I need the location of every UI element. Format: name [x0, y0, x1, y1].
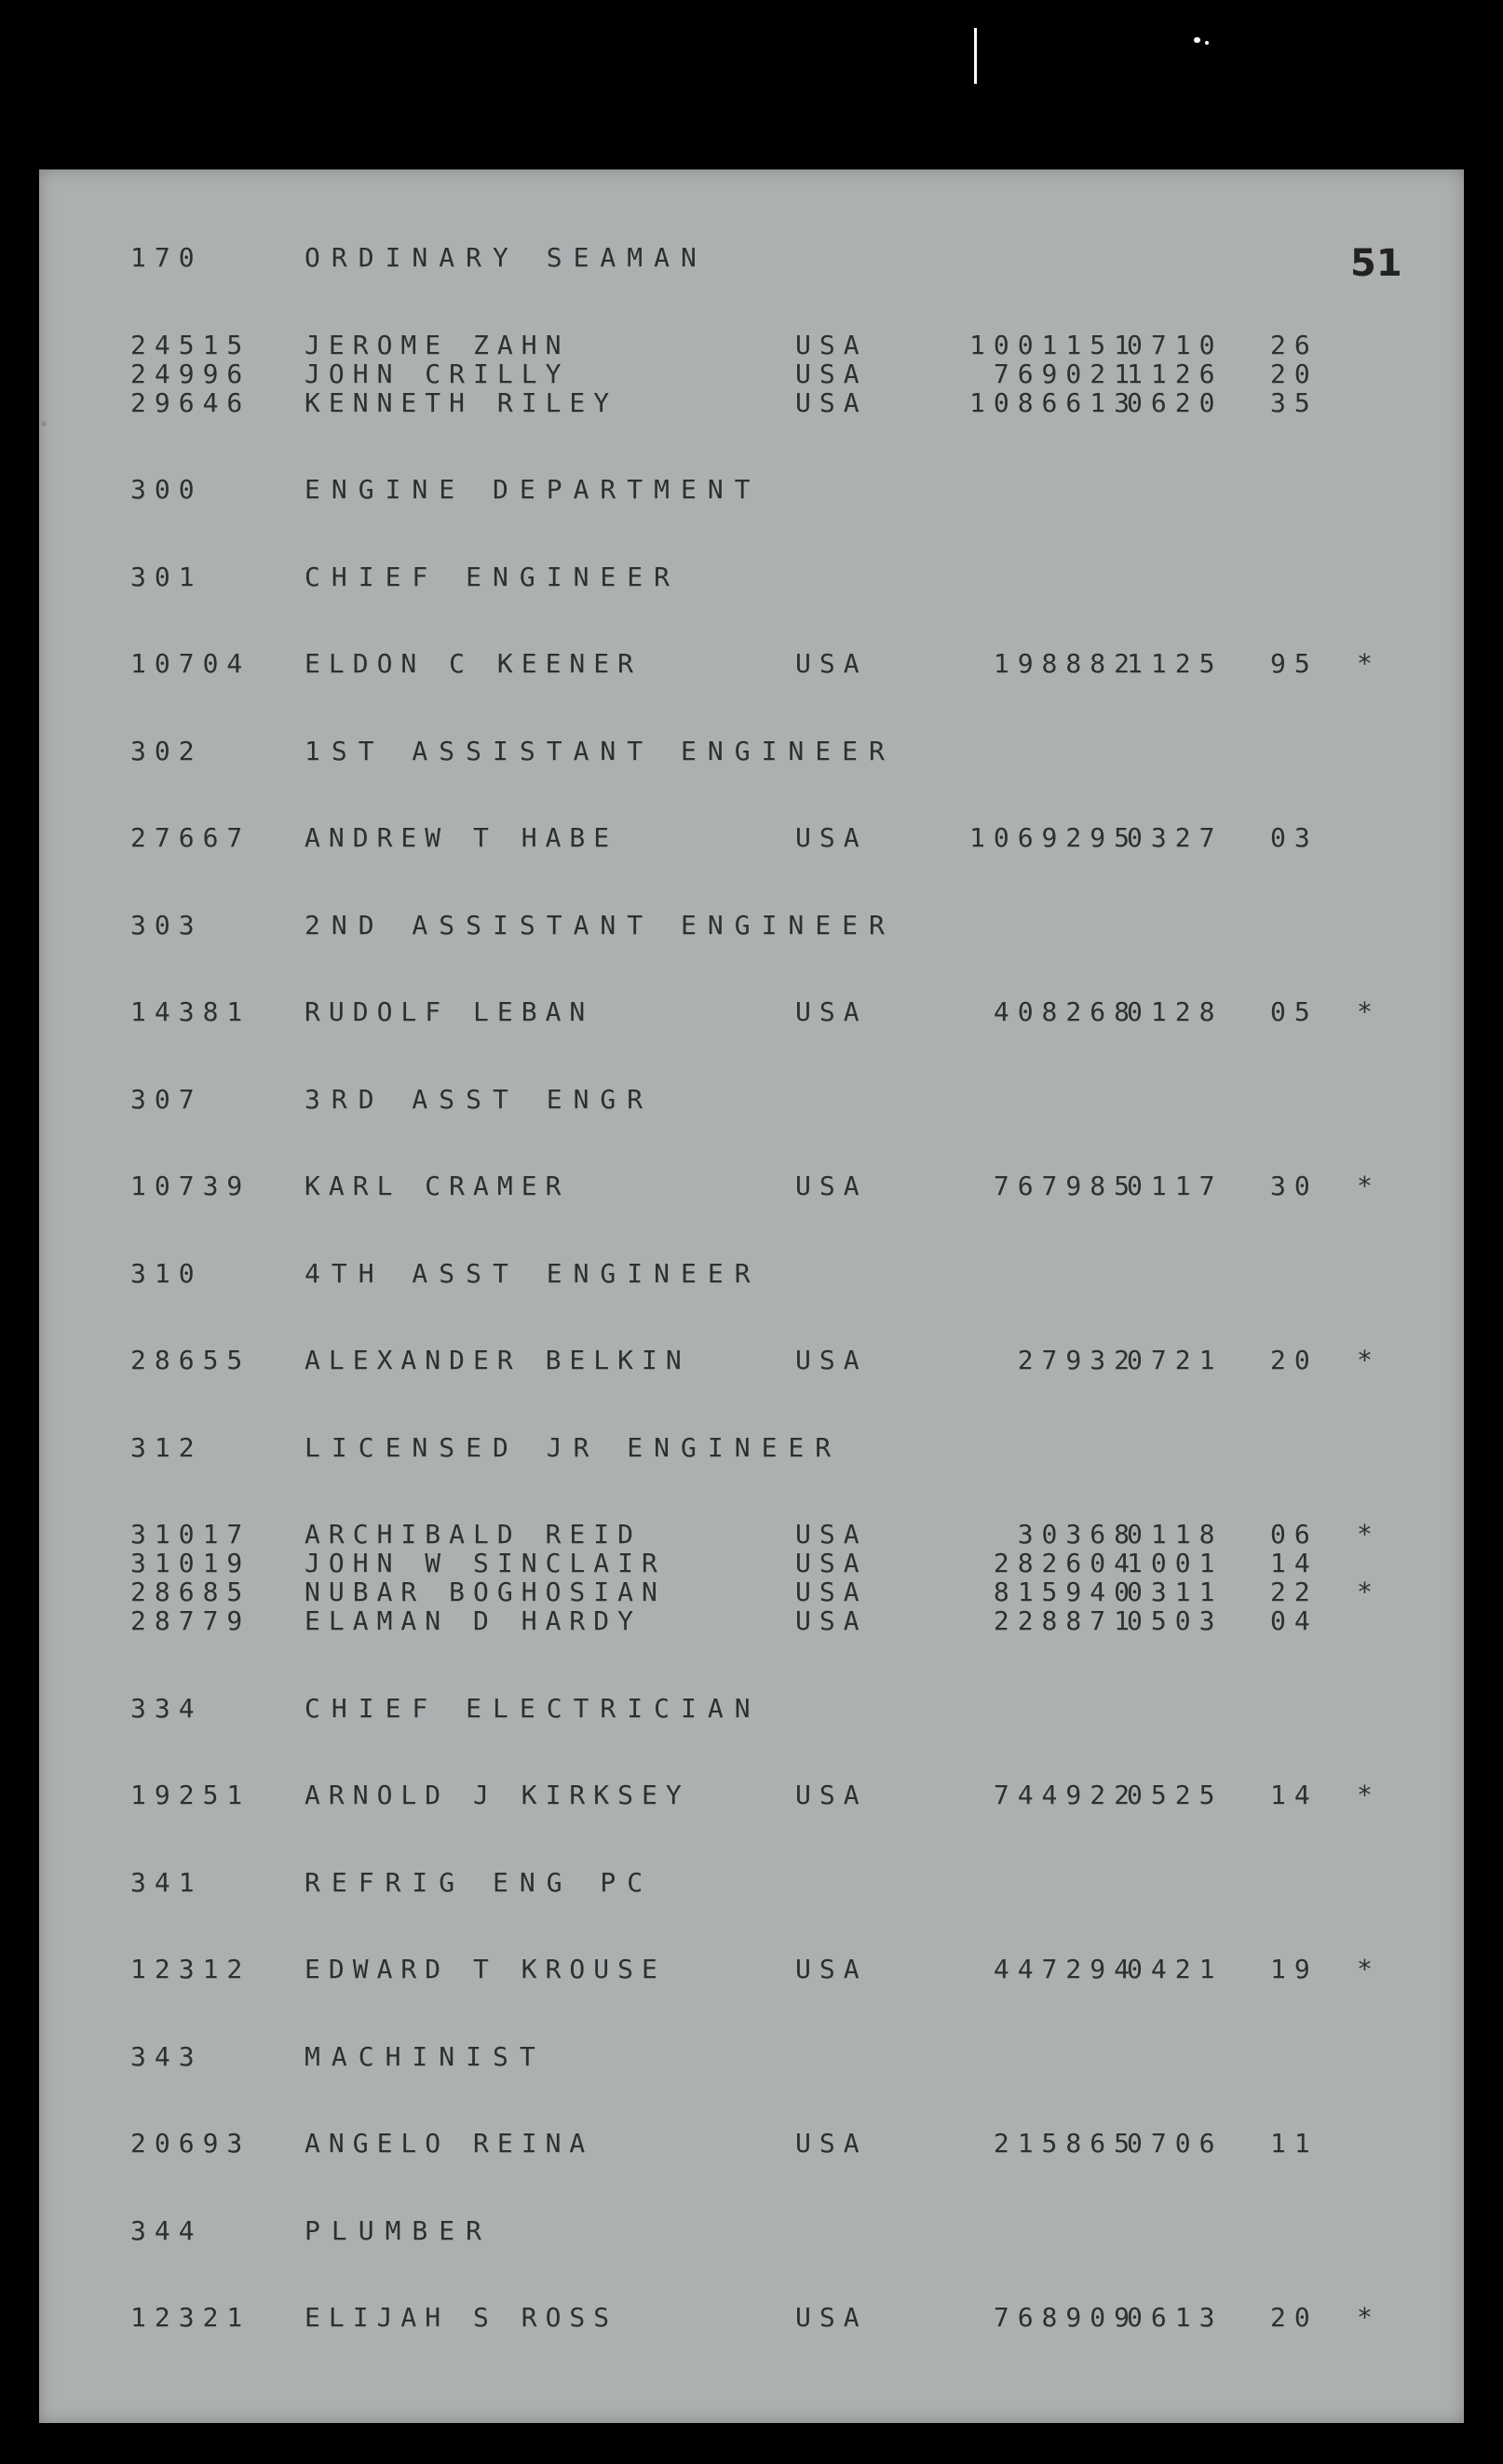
entry-citizenship: USA	[795, 2302, 868, 2333]
roster-entry	[39, 1954, 1464, 1985]
section-title: 3RD ASST ENGR	[305, 1083, 655, 1115]
section-code: 301	[130, 561, 203, 592]
entry-citizenship: USA	[795, 1345, 868, 1375]
entry-number: 282604	[993, 1548, 1138, 1578]
entry-citizenship: USA	[795, 822, 868, 853]
entry-id: 31017	[130, 1519, 251, 1550]
roster-entry	[39, 1519, 1464, 1550]
entry-id: 20693	[130, 2128, 251, 2159]
entry-id: 12321	[130, 2302, 251, 2333]
section-code: 302	[130, 735, 203, 766]
section-title: 4TH ASST ENGINEER	[305, 1257, 762, 1289]
scan-mark	[974, 28, 977, 84]
entry-number: 1001151	[968, 329, 1138, 360]
entry-time: 0327	[1127, 822, 1224, 853]
entry-age: 05	[1270, 996, 1319, 1027]
entry-id: 19251	[130, 1780, 251, 1810]
section-code: 307	[130, 1083, 203, 1115]
entry-citizenship: USA	[795, 1577, 868, 1607]
scan-mark	[1205, 41, 1209, 45]
section-code: 341	[130, 1866, 203, 1898]
section-heading	[39, 910, 1464, 941]
roster-entry	[39, 1577, 1464, 1608]
section-code: 300	[130, 474, 203, 505]
entry-number: 1069295	[968, 822, 1138, 853]
entry-citizenship: USA	[795, 1519, 868, 1550]
section-title: 1ST ASSISTANT ENGINEER	[305, 735, 896, 766]
section-title: REFRIG ENG PC	[305, 1866, 655, 1898]
entry-number: 447294	[993, 1954, 1138, 1984]
section-heading	[39, 736, 1464, 767]
entry-time: 0118	[1127, 1519, 1224, 1550]
entry-id: 29646	[130, 386, 251, 418]
entry-number: 1086613	[968, 386, 1138, 418]
roster-entry	[39, 1171, 1464, 1202]
entry-mark: *	[1357, 1345, 1381, 1375]
entry-citizenship: USA	[795, 996, 868, 1027]
entry-age: 06	[1270, 1519, 1319, 1550]
entry-citizenship: USA	[795, 648, 868, 679]
entry-citizenship: USA	[795, 1171, 868, 1201]
entry-mark: *	[1357, 2302, 1381, 2333]
entry-time: 1001	[1127, 1548, 1224, 1578]
entry-number: 767985	[993, 1171, 1138, 1201]
entry-number: 215865	[993, 2128, 1138, 2159]
entry-time: 0721	[1127, 1345, 1224, 1375]
entry-mark: *	[1357, 1519, 1381, 1550]
entry-number: 30368	[1017, 1519, 1138, 1550]
entry-id: 12312	[130, 1954, 251, 1984]
entry-time: 0613	[1127, 2302, 1224, 2333]
section-heading	[39, 474, 1464, 506]
entry-number: 815940	[993, 1577, 1138, 1607]
entry-time: 0421	[1127, 1954, 1224, 1984]
roster-entry	[39, 1780, 1464, 1811]
entry-mark: *	[1357, 1780, 1381, 1810]
entry-mark: *	[1357, 1577, 1381, 1607]
entry-age: 22	[1270, 1577, 1319, 1607]
roster-entry	[39, 359, 1464, 390]
entry-id: 28779	[130, 1605, 251, 1636]
entry-number: 768909	[993, 2302, 1138, 2333]
entry-time: 0706	[1127, 2128, 1224, 2159]
entry-citizenship: USA	[795, 386, 868, 418]
entry-name: RUDOLF LEBAN	[305, 996, 594, 1027]
entry-citizenship: USA	[795, 1954, 868, 1984]
entry-mark: *	[1357, 648, 1381, 679]
entry-number: 27932	[1017, 1345, 1138, 1375]
entry-time: 0710	[1127, 329, 1224, 360]
section-code: 310	[130, 1257, 203, 1289]
entry-age: 20	[1270, 358, 1319, 389]
entry-name: ELDON C KEENER	[305, 648, 643, 679]
roster-entry	[39, 1605, 1464, 1637]
section-title: CHIEF ELECTRICIAN	[305, 1692, 762, 1724]
entry-age: 14	[1270, 1548, 1319, 1578]
entry-age: 20	[1270, 2302, 1319, 2333]
roster-entry	[39, 1548, 1464, 1579]
entry-age: 95	[1270, 648, 1319, 679]
roster-entry	[39, 387, 1464, 419]
entry-citizenship: USA	[795, 1548, 868, 1578]
entry-mark: *	[1357, 1954, 1381, 1984]
section-heading	[39, 1084, 1464, 1116]
entry-id: 31019	[130, 1548, 251, 1578]
entry-time: 0525	[1127, 1780, 1224, 1810]
page-number: 51	[1350, 242, 1402, 285]
entry-name: ALEXANDER BELKIN	[305, 1345, 690, 1375]
section-code: 303	[130, 909, 203, 941]
section-heading	[39, 2215, 1464, 2247]
entry-time: 1126	[1127, 358, 1224, 389]
roster-entry	[39, 2128, 1464, 2159]
entry-id: 28655	[130, 1345, 251, 1375]
entry-citizenship: USA	[795, 358, 868, 389]
entry-time: 0620	[1127, 386, 1224, 418]
entry-time: 0117	[1127, 1171, 1224, 1201]
section-heading	[39, 1693, 1464, 1725]
entry-time: 0311	[1127, 1577, 1224, 1607]
entry-age: 26	[1270, 329, 1319, 360]
entry-time: 0128	[1127, 996, 1224, 1027]
section-heading	[39, 1432, 1464, 1464]
roster-entry	[39, 822, 1464, 854]
section-code: 334	[130, 1692, 203, 1724]
entry-number: 198882	[993, 648, 1138, 679]
entry-id: 27667	[130, 822, 251, 853]
entry-name: NUBAR BOGHOSIAN	[305, 1577, 666, 1607]
section-title: PLUMBER	[305, 2214, 494, 2246]
roster-entry	[39, 330, 1464, 361]
section-heading	[39, 242, 1464, 274]
entry-number: 228871	[993, 1605, 1138, 1636]
section-code: 344	[130, 2214, 203, 2246]
entry-name: JOHN W SINCLAIR	[305, 1548, 666, 1578]
roster-entry	[39, 1345, 1464, 1376]
entry-age: 35	[1270, 386, 1319, 418]
entry-name: ELIJAH S ROSS	[305, 2302, 618, 2333]
entry-name: KENNETH RILEY	[305, 386, 618, 418]
entry-citizenship: USA	[795, 329, 868, 360]
entry-name: ARNOLD J KIRKSEY	[305, 1780, 690, 1810]
document-page	[39, 169, 1464, 2423]
section-title: CHIEF ENGINEER	[305, 561, 682, 592]
entry-time: 0503	[1127, 1605, 1224, 1636]
entry-name: EDWARD T KROUSE	[305, 1954, 666, 1984]
entry-citizenship: USA	[795, 1605, 868, 1636]
entry-name: JEROME ZAHN	[305, 329, 570, 360]
entry-name: ELAMAN D HARDY	[305, 1605, 643, 1636]
entry-age: 03	[1270, 822, 1319, 853]
entry-age: 11	[1270, 2128, 1319, 2159]
entry-id: 24515	[130, 329, 251, 360]
entry-age: 14	[1270, 1780, 1319, 1810]
entry-id: 24996	[130, 358, 251, 389]
section-code: 343	[130, 2040, 203, 2072]
scan-mark	[1194, 37, 1200, 43]
section-code: 170	[130, 242, 203, 273]
section-heading	[39, 1258, 1464, 1290]
entry-number: 744922	[993, 1780, 1138, 1810]
section-title: ORDINARY SEAMAN	[305, 242, 708, 273]
entry-id: 10704	[130, 648, 251, 679]
entry-time: 1125	[1127, 648, 1224, 679]
roster-entry	[39, 2302, 1464, 2334]
entry-age: 19	[1270, 1954, 1319, 1984]
section-title: MACHINIST	[305, 2040, 547, 2072]
section-title: ENGINE DEPARTMENT	[305, 474, 762, 505]
entry-age: 20	[1270, 1345, 1319, 1375]
section-title: 2ND ASSISTANT ENGINEER	[305, 909, 896, 941]
section-title: LICENSED JR ENGINEER	[305, 1431, 843, 1463]
section-code: 312	[130, 1431, 203, 1463]
entry-name: ARCHIBALD REID	[305, 1519, 643, 1550]
entry-number: 408268	[993, 996, 1138, 1027]
section-heading	[39, 1867, 1464, 1899]
entry-id: 28685	[130, 1577, 251, 1607]
entry-id: 14381	[130, 996, 251, 1027]
entry-name: JOHN CRILLY	[305, 358, 570, 389]
entry-age: 04	[1270, 1605, 1319, 1636]
entry-mark: *	[1357, 996, 1381, 1027]
entry-citizenship: USA	[795, 2128, 868, 2159]
entry-age: 30	[1270, 1171, 1319, 1201]
punch-hole	[41, 421, 47, 426]
entry-id: 10739	[130, 1171, 251, 1201]
section-heading	[39, 562, 1464, 593]
entry-number: 769021	[993, 358, 1138, 389]
roster-entry	[39, 996, 1464, 1028]
entry-name: ANGELO REINA	[305, 2128, 594, 2159]
entry-citizenship: USA	[795, 1780, 868, 1810]
entry-name: KARL CRAMER	[305, 1171, 570, 1201]
entry-mark: *	[1357, 1171, 1381, 1201]
roster-entry	[39, 648, 1464, 680]
entry-name: ANDREW T HABE	[305, 822, 618, 853]
section-heading	[39, 2041, 1464, 2073]
